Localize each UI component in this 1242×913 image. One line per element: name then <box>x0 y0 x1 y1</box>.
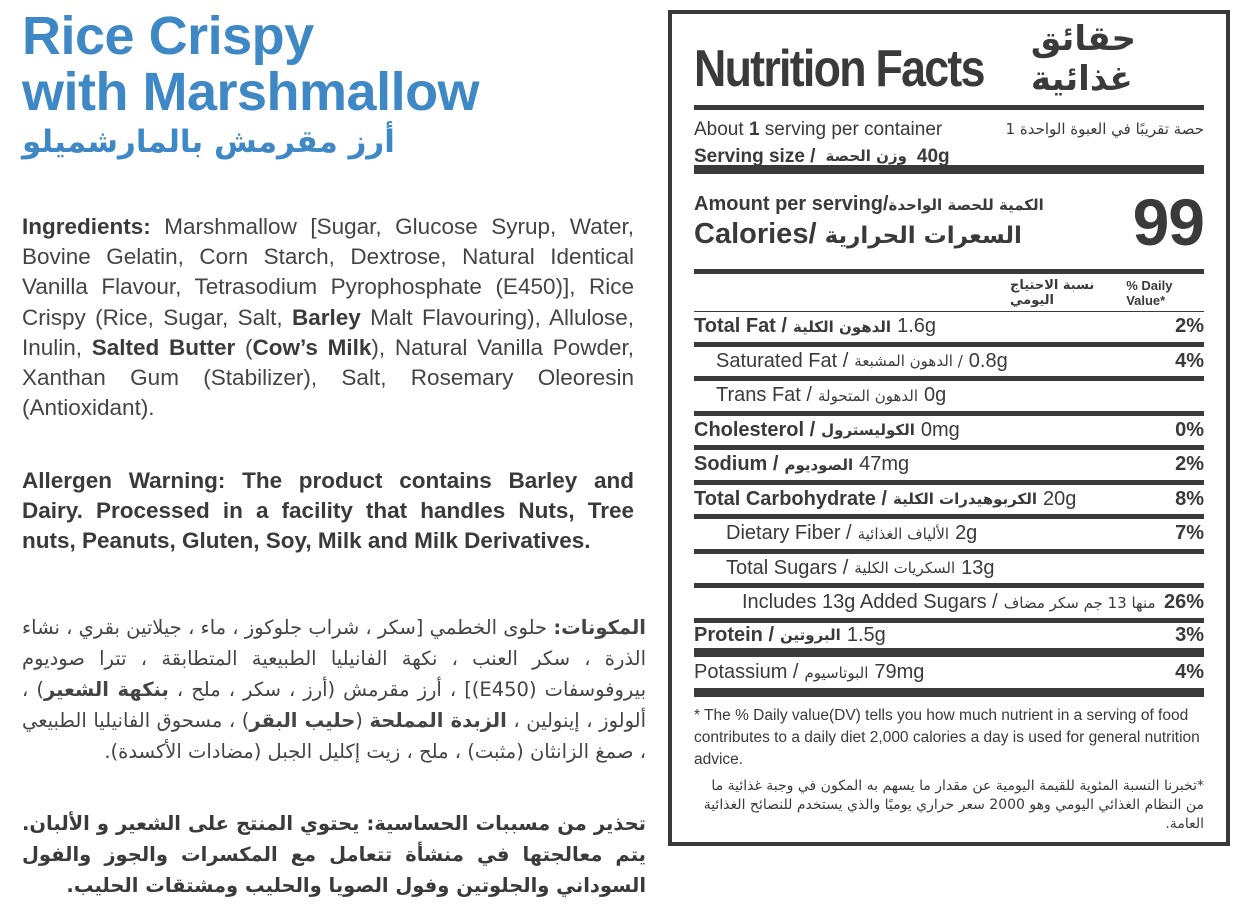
nutrient-label-arabic: البوتاسيوم <box>804 663 869 682</box>
nutrition-facts-panel <box>668 10 1230 846</box>
nutrient-daily-value: 4% <box>1175 661 1204 683</box>
nutrient-row-total-carbohydrate <box>694 485 1204 520</box>
nutrient-label: Cholesterol / <box>694 418 816 441</box>
serving-size-value: 40g <box>916 146 950 167</box>
nutrient-daily-value: 3% <box>1175 623 1204 646</box>
product-description <box>22 6 647 897</box>
nutrition-title-arabic: حقائق غذائية <box>1030 19 1137 99</box>
nutrient-amount: 0mg <box>920 418 960 441</box>
nutrient-amount: 47mg <box>859 453 910 476</box>
product-title-arabic: أرز مقرمش بالمارشميلو <box>22 124 395 160</box>
serving-info <box>694 110 1204 174</box>
nutrient-row-dietary-fiber <box>694 519 1204 554</box>
nutrient-amount: 13g <box>961 556 995 579</box>
serving-size-label-arabic: وزن الحصة <box>825 147 907 165</box>
nutrient-label-arabic: الكوليسترول <box>821 421 915 440</box>
ingredients-label: Ingredients: <box>22 214 151 239</box>
nutrient-amount: 0g <box>924 384 947 407</box>
ingredients-english <box>22 212 634 423</box>
nutrition-title: Nutrition Facts <box>694 40 984 98</box>
allergen-barley-arabic: بنكهة الشعير <box>43 678 169 701</box>
nutrient-label-arabic: الدهون المشبعة / <box>854 352 963 371</box>
serving-size <box>694 143 1204 170</box>
nutrient-row-saturated-fat <box>694 347 1204 382</box>
nutrient-daily-value: 0% <box>1175 418 1204 441</box>
nutrient-amount: 20g <box>1042 487 1077 510</box>
nutrient-label-arabic: الكربوهيدرات الكلية <box>893 490 1037 509</box>
nutrient-daily-value: 26% <box>1163 591 1204 614</box>
amount-per-serving-label: Amount per serving/ <box>694 192 889 215</box>
nutrient-amount: 2g <box>955 522 978 545</box>
calories-label: Calories/ <box>694 217 817 250</box>
ingredients-text: Malt Flavouring), Allulose, Inulin, <box>22 304 634 360</box>
nutrient-label: Includes 13g Added Sugars / <box>742 591 998 614</box>
daily-value-header <box>694 274 1204 312</box>
ingredients-text-arabic: ) ، ألولوز ، إينولين ، <box>22 678 647 732</box>
nutrient-label: Total Sugars / <box>726 556 849 579</box>
nutrient-label-arabic: البروتين <box>780 626 841 645</box>
calories-value: 99 <box>1132 184 1204 259</box>
servings-per-container <box>694 116 1204 143</box>
nutrient-label-arabic: السكريات الكلية <box>854 559 956 578</box>
nutrient-label-arabic: الدهون المتحولة <box>817 386 918 405</box>
nutrient-row-sodium <box>694 450 1204 485</box>
nutrient-label: Protein / <box>694 623 775 646</box>
allergen-cows-milk: Cow’s Milk <box>252 334 372 360</box>
calories-label-arabic: السعرات الحرارية <box>824 222 1022 249</box>
allergen-salted-butter: Salted Butter <box>91 334 236 360</box>
nutrient-row-added-sugars <box>694 588 1204 623</box>
ingredients-text: ), Natural Vanilla Powder, Xanthan Gum (Stabilizer), Salt, Rosemary Oleoresin (Antioxidant). <box>22 334 634 421</box>
ingredients-text-arabic: حلوى الخطمي [سكر ، شراب جلوكوز ، ماء ، جيلاتين بقري ، نشاء الذرة ، سكر العنب ، نكهة الفانيليا الطبيعية المتطابقة ، تترا صوديوم بيروفوسفات (E450)] ، أرز مقرمش (أرز ، سكر ، ملح ، <box>22 616 646 701</box>
nutrient-label: Sodium / <box>694 453 779 476</box>
ingredients-text-arabic: ( <box>355 709 370 732</box>
nutrient-label-arabic: الصوديوم <box>784 455 854 474</box>
nutrient-label-arabic: منها 13 جم سكر مضاف <box>1003 593 1156 612</box>
nutrition-header <box>694 14 1204 110</box>
nutrient-row-total-fat <box>694 312 1204 347</box>
nutrient-label: Total Carbohydrate / <box>694 487 887 510</box>
ingredients-arabic <box>22 612 646 767</box>
amount-per-serving-arabic: الكمية للحصة الواحدة <box>888 195 1044 214</box>
nutrient-label: Dietary Fiber / <box>726 522 852 545</box>
allergen-warning-english: Allergen Warning: The product contains Barley and Dairy. Processed in a facility that handles Nuts, Tree nuts, Peanuts, Gluten, Soy, Milk and Milk Derivatives. <box>22 468 634 554</box>
product-title <box>22 8 634 120</box>
nutrient-daily-value: 7% <box>1175 522 1204 545</box>
daily-value-header-english: % Daily Value* <box>1126 277 1173 308</box>
nutrient-row-cholesterol <box>694 416 1204 451</box>
nutrient-row-protein <box>694 623 1204 658</box>
nutrient-label: Saturated Fat / <box>716 349 849 372</box>
servings-count: 1 <box>748 119 760 140</box>
nutrient-label-arabic: الألياف الغذائية <box>857 524 950 543</box>
calories-section <box>694 174 1204 274</box>
nutrient-amount: 79mg <box>874 661 925 683</box>
product-title-line-2: with Marshmallow <box>22 62 480 122</box>
allergen-barley: Barley <box>292 304 361 330</box>
nutrient-amount: 0.8g <box>968 349 1008 372</box>
servings-per-container-arabic: 1 حصة تقريبًا في العبوة الواحدة <box>1005 120 1204 138</box>
nutrient-row-trans-fat <box>694 381 1204 416</box>
servings-suffix: serving per container <box>759 119 943 140</box>
nutrient-amount: 1.5g <box>846 623 886 646</box>
nutrient-daily-value: 2% <box>1175 453 1204 476</box>
allergen-salted-butter-arabic: الزبدة المملحة <box>369 709 507 732</box>
daily-value-header-arabic: نسبة الاحتياج اليومي <box>1010 277 1095 308</box>
nutrient-daily-value: 4% <box>1175 349 1204 372</box>
nutrient-label: Total Fat / <box>694 315 787 338</box>
nutrient-label-arabic: الدهون الكلية <box>792 317 892 336</box>
product-title-line-1: Rice Crispy <box>22 6 314 66</box>
serving-size-label: Serving size / <box>694 146 816 167</box>
nutrient-row-potassium <box>694 657 1204 697</box>
nutrient-label: Potassium / <box>694 661 799 683</box>
servings-prefix: About <box>694 119 749 140</box>
allergen-cows-milk-arabic: حليب البقر <box>249 709 356 732</box>
nutrient-row-total-sugars <box>694 554 1204 589</box>
ingredients-text: Marshmallow [Sugar, Glucose Syrup, Water, Bovine Gelatin, Corn Starch, Dextrose, Natural Identical Vanilla Flavour, Tetrasodium Pyrophosphate (E450)], Rice Crispy (Rice, Sugar, Salt, <box>22 214 634 330</box>
footnote-english: * The % Daily value(DV) tells you how much nutrient in a serving of food contributes to a daily diet 2,000 calories a day is used for general nutrition advice. <box>694 707 1200 768</box>
nutrient-daily-value: 2% <box>1175 315 1204 338</box>
footnote-arabic: *تخبرنا النسبة المئوية للقيمة اليومية عن مقدار ما يسهم به المكون في وجبة غذائية ما من النظام الغذائي اليومي وهو 2000 سعر حراري يوميًا والذي يستخدم للنصائح الغذائية العامة. <box>703 778 1204 832</box>
ingredients-text-arabic: ) ، مسحوق الفانيليا الطبيعي ، صمغ الزانثان (مثبت) ، ملح ، زيت إكليل الجبل (مضادات الأكسدة). <box>22 709 646 763</box>
nutrient-amount: 1.6g <box>897 315 937 338</box>
nutrient-daily-value: 8% <box>1175 487 1204 510</box>
allergen-warning-arabic: تحذير من مسببات الحساسية: يحتوي المنتج على الشعير و الألبان. يتم معالجتها في منشأة تتعامل مع المكسرات والجوز والفول السوداني والجلوتين وفول الصويا والحليب ومشتقات الحليب. <box>22 812 646 897</box>
ingredients-text: ( <box>235 334 253 360</box>
nutrient-label: Trans Fat / <box>716 384 812 407</box>
ingredients-label-arabic: المكونات: <box>553 616 646 639</box>
